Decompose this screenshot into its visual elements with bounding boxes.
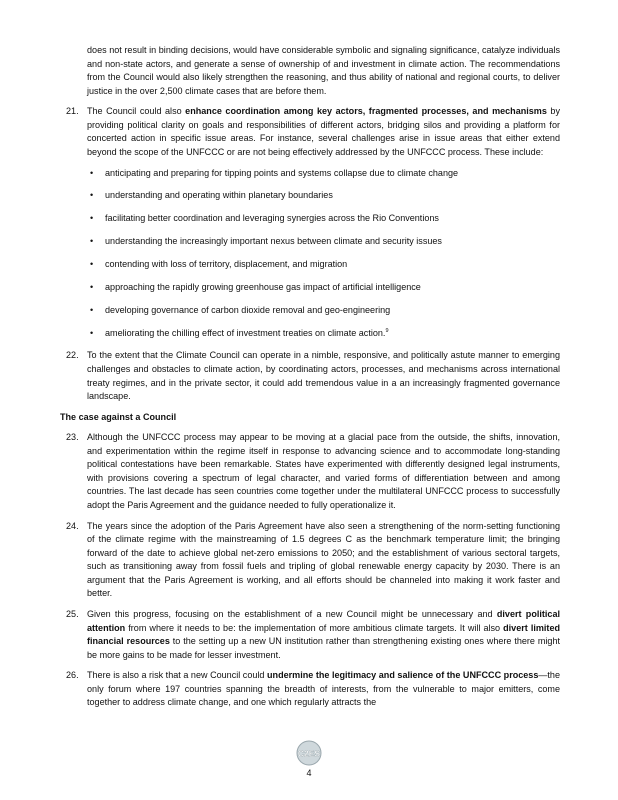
paragraph-20-continuation: does not result in binding decisions, would have considerable symbolic and signaling significance, catalyze individuals and non-state actors, and generate a sense of ownership of and investment in climate action. The recommendations from the Council would also likely strengthen the reasoning, and thus ability of national and regional courts, to deliver justice in the over 2,500 climate cases that are before them. <box>87 45 560 96</box>
list-item: • understanding the increasingly important nexus between climate and security issues <box>60 235 560 249</box>
list-item: • anticipating and preparing for tipping points and systems collapse due to climate change <box>60 167 560 181</box>
emphasis-text: undermine the legitimacy and salience of the UNFCCC process <box>267 670 539 681</box>
emphasis-text: divert limited financial resources <box>87 622 560 647</box>
paragraph-26: 26. There is also a risk that a new Council could undermine the legitimacy and salience of the UNFCCC process—the only forum where 197 countries spanning the breadth of interests, from the vulnerable to major emitters, come together to address climate change, and one which regularly attracts the <box>66 670 560 708</box>
emphasis-text: divert political attention <box>87 608 560 633</box>
bullet-icon: • <box>90 190 94 201</box>
list-item: • ameliorating the chilling effect of investment treaties on climate action.$^9$ <box>60 327 560 341</box>
bullet-icon: • <box>90 167 94 178</box>
emphasis-text: enhance coordination among key actors, fragmented processes, and mechanisms <box>185 106 547 117</box>
paragraph-number: 26. <box>66 670 79 681</box>
footnote-reference[interactable]: 9 <box>385 327 389 334</box>
paragraph-22: 22. To the extent that the Climate Council can operate in a nimble, responsive, and politically astute manner to emerging challenges and obstacles to climate action, by coordinating actors, processes, and mechanisms across international treaty regimes, and in the private sector, it could add tremendous value in a an increasingly fragmented governance landscape. <box>66 350 560 402</box>
list-item: • developing governance of carbon dioxide removal and geo-engineering <box>60 304 560 318</box>
paragraph-number: 22. <box>66 350 79 361</box>
page-content <box>60 44 560 717</box>
page-number: 4 <box>306 768 312 778</box>
issue-list <box>60 167 560 341</box>
list-item: • facilitating better coordination and leveraging synergies across the Rio Conventions <box>60 212 560 226</box>
logo-text: C2ES <box>297 748 321 759</box>
paragraph-21: 21. The Council could also enhance coordination among key actors, fragmented processes, and mechanisms by providing political clarity on goals and responsibilities of different actors, bridging silos and providing a platform for concerted action in specific issue areas. For instance, several challenges arise in issue areas that either extend beyond the scope of the UNFCCC or are not being effectively addressed by the UNFCCC process. These include: <box>66 106 560 157</box>
paragraph-23: 23. Although the UNFCCC process may appear to be moving at a glacial pace from the outside, the shifts, innovation, and experimentation within the regime itself in response to advancing science and to accommodate long-standing political contestations have been remarkable. States have experimented with differently designed legal instruments, with provisions covering a spectrum of legal character, and varied forms of differentiation between and among countries. The last decade has seen countries come together under the multilateral UNFCCC process to successfully adopt the Paris Agreement and the guidance needed to fully operationalize it. <box>66 432 560 510</box>
list-item: • understanding and operating within planetary boundaries <box>60 189 560 203</box>
bullet-icon: • <box>90 327 94 338</box>
paragraph-24: 24. The years since the adoption of the Paris Agreement have also seen a strengthening of the norm-setting functioning of the climate regime with the mainstreaming of 1.5 degrees C as the benchmark temperature limit; the bringing forward of the date to achieve global net-zero emissions to 2050; and the establishment of various sectoral targets, such as transitioning away from fossil fuels and tripling of global renewable energy capacity by 2030. There is an argument that the Paris Agreement is working, and all efforts should be channeled into making it work faster and better. <box>66 520 560 599</box>
list-item: • contending with loss of territory, displacement, and migration <box>60 258 560 272</box>
bullet-icon: • <box>90 258 94 269</box>
paragraph-number: 23. <box>66 432 79 443</box>
bullet-icon: • <box>90 304 94 315</box>
bullet-icon: • <box>90 213 94 224</box>
bullet-icon: • <box>90 236 94 247</box>
paragraph-number: 21. <box>66 106 79 117</box>
paragraph-number: 25. <box>66 608 79 619</box>
paragraph-25: 25. Given this progress, focusing on the establishment of a new Council might be unnecessary and divert political attention from where it needs to be: the implementation of more ambitious climate targets. It will also divert limited financial resources to the setting up a new UN institution rather than strengthening existing ones where there might be more gains to be made for lesser investment. <box>66 608 560 660</box>
list-item: • approaching the rapidly growing greenhouse gas impact of artificial intelligence <box>60 281 560 295</box>
c2es-logo-icon <box>292 740 326 766</box>
paragraph-number: 24. <box>66 520 79 531</box>
bullet-icon: • <box>90 281 94 292</box>
section-heading: The case against a Council <box>60 411 177 422</box>
